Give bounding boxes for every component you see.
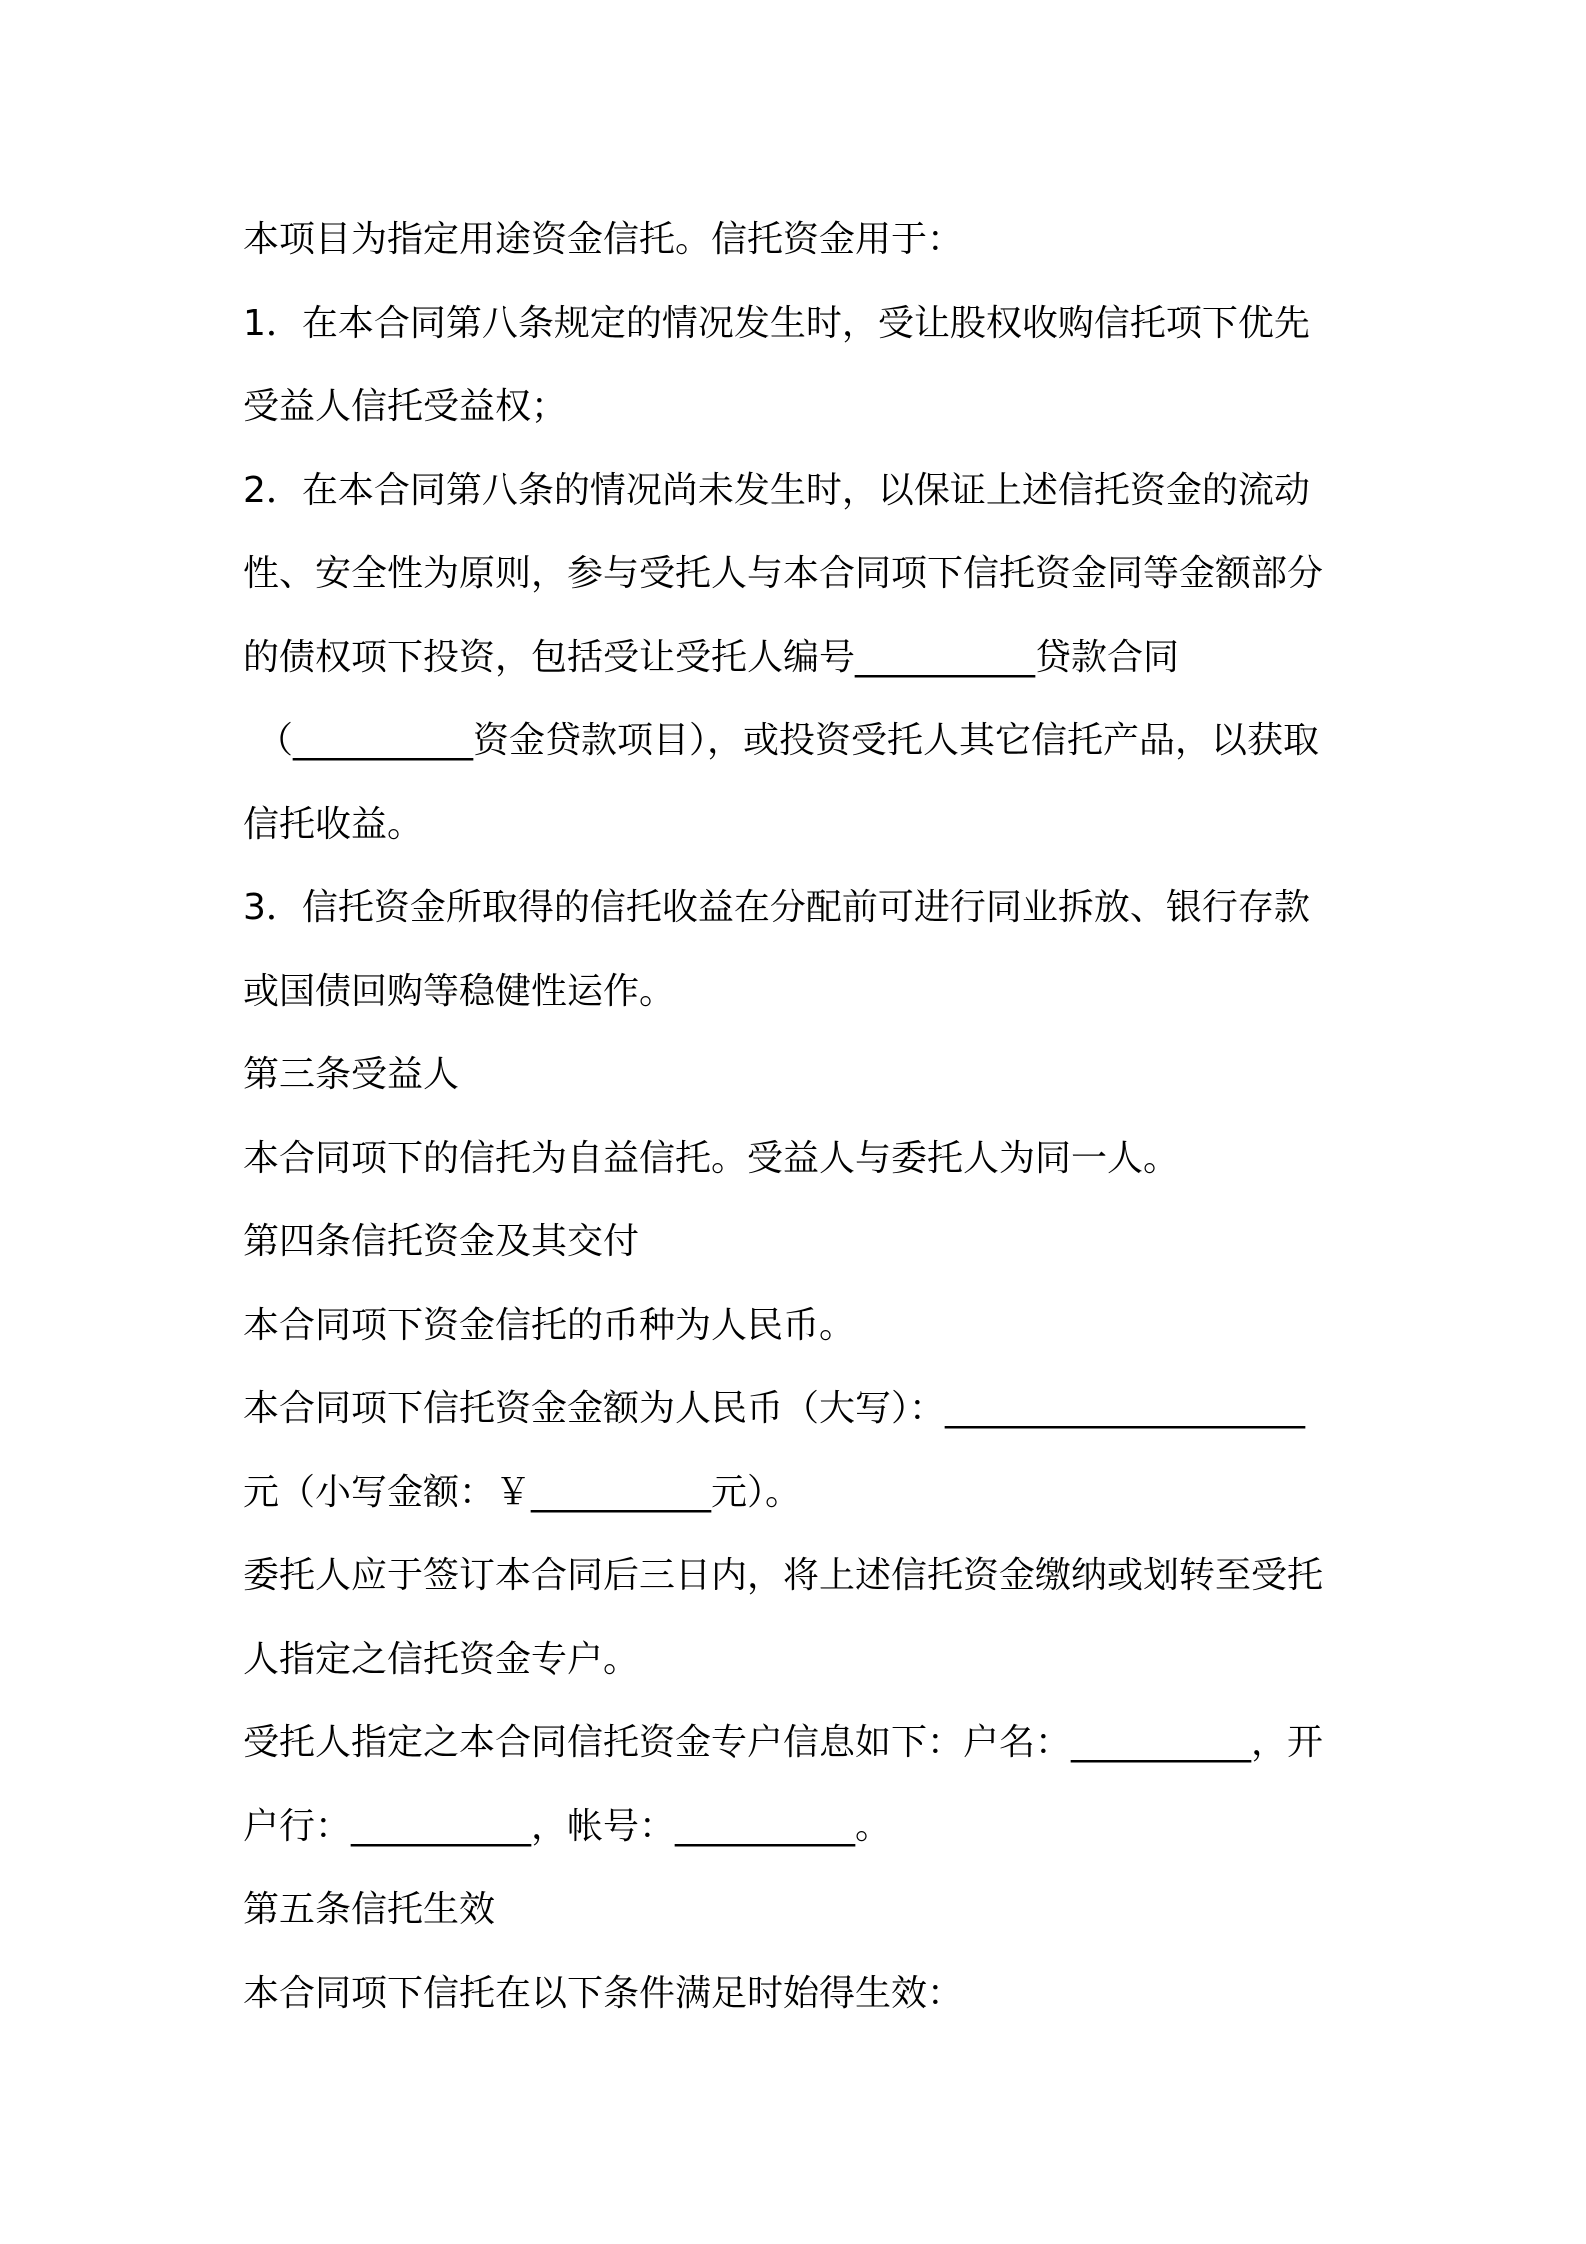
- clause-3-line-2: 或国债回购等稳健性运作。: [243, 970, 676, 1012]
- clause-2-line-2: 性、安全性为原则，参与受托人与本合同项下信托资金同等金额部分: [243, 553, 1324, 594]
- clause-2-line-3: 的债权项下投资，包括受让受托人编号__________贷款合同: [243, 636, 1180, 678]
- article-3-heading: 第三条受益人: [243, 1054, 460, 1095]
- article-3-body: 本合同项下的信托为自益信托。受益人与委托人为同一人。: [243, 1137, 1180, 1179]
- article-4-heading: 第四条信托资金及其交付: [243, 1221, 640, 1262]
- article-4-payment-line-2: 人指定之信托资金专户。: [243, 1638, 640, 1680]
- article-4-amount-line-2: 元（小写金额：￥__________元）。: [243, 1471, 802, 1513]
- article-4-currency: 本合同项下资金信托的币种为人民币。: [243, 1304, 856, 1346]
- clause-2-line-1: 2．在本合同第八条的情况尚未发生时，以保证上述信托资金的流动: [243, 469, 1310, 511]
- article-4-payment-line-1: 委托人应于签订本合同后三日内，将上述信托资金缴纳或划转至受托: [243, 1555, 1324, 1596]
- article-5-heading: 第五条信托生效: [243, 1889, 496, 1930]
- clause-2-line-5: 信托收益。: [243, 803, 424, 845]
- article-4-amount-line-1: 本合同项下信托资金金额为人民币（大写）：____________________: [243, 1388, 1306, 1429]
- article-4-account-line-1: 受托人指定之本合同信托资金专户信息如下：户名：__________，开: [243, 1722, 1324, 1763]
- clause-1-line-1: 1．在本合同第八条规定的情况发生时，受让股权收购信托项下优先: [243, 302, 1310, 344]
- paragraph-trust-purpose: 本项目为指定用途资金信托。信托资金用于：: [243, 219, 964, 260]
- clause-3-line-1: 3．信托资金所取得的信托收益在分配前可进行同业拆放、银行存款: [243, 887, 1310, 928]
- clause-1-line-2: 受益人信托受益权；: [243, 386, 568, 427]
- article-5-body: 本合同项下信托在以下条件满足时始得生效：: [243, 1972, 964, 2014]
- contract-body: [243, 198, 1353, 2035]
- article-4-account-line-2: 户行：__________，帐号：__________。: [243, 1805, 892, 1847]
- clause-2-line-4: （__________资金贷款项目），或投资受托人其它信托产品，以获取: [257, 720, 1320, 761]
